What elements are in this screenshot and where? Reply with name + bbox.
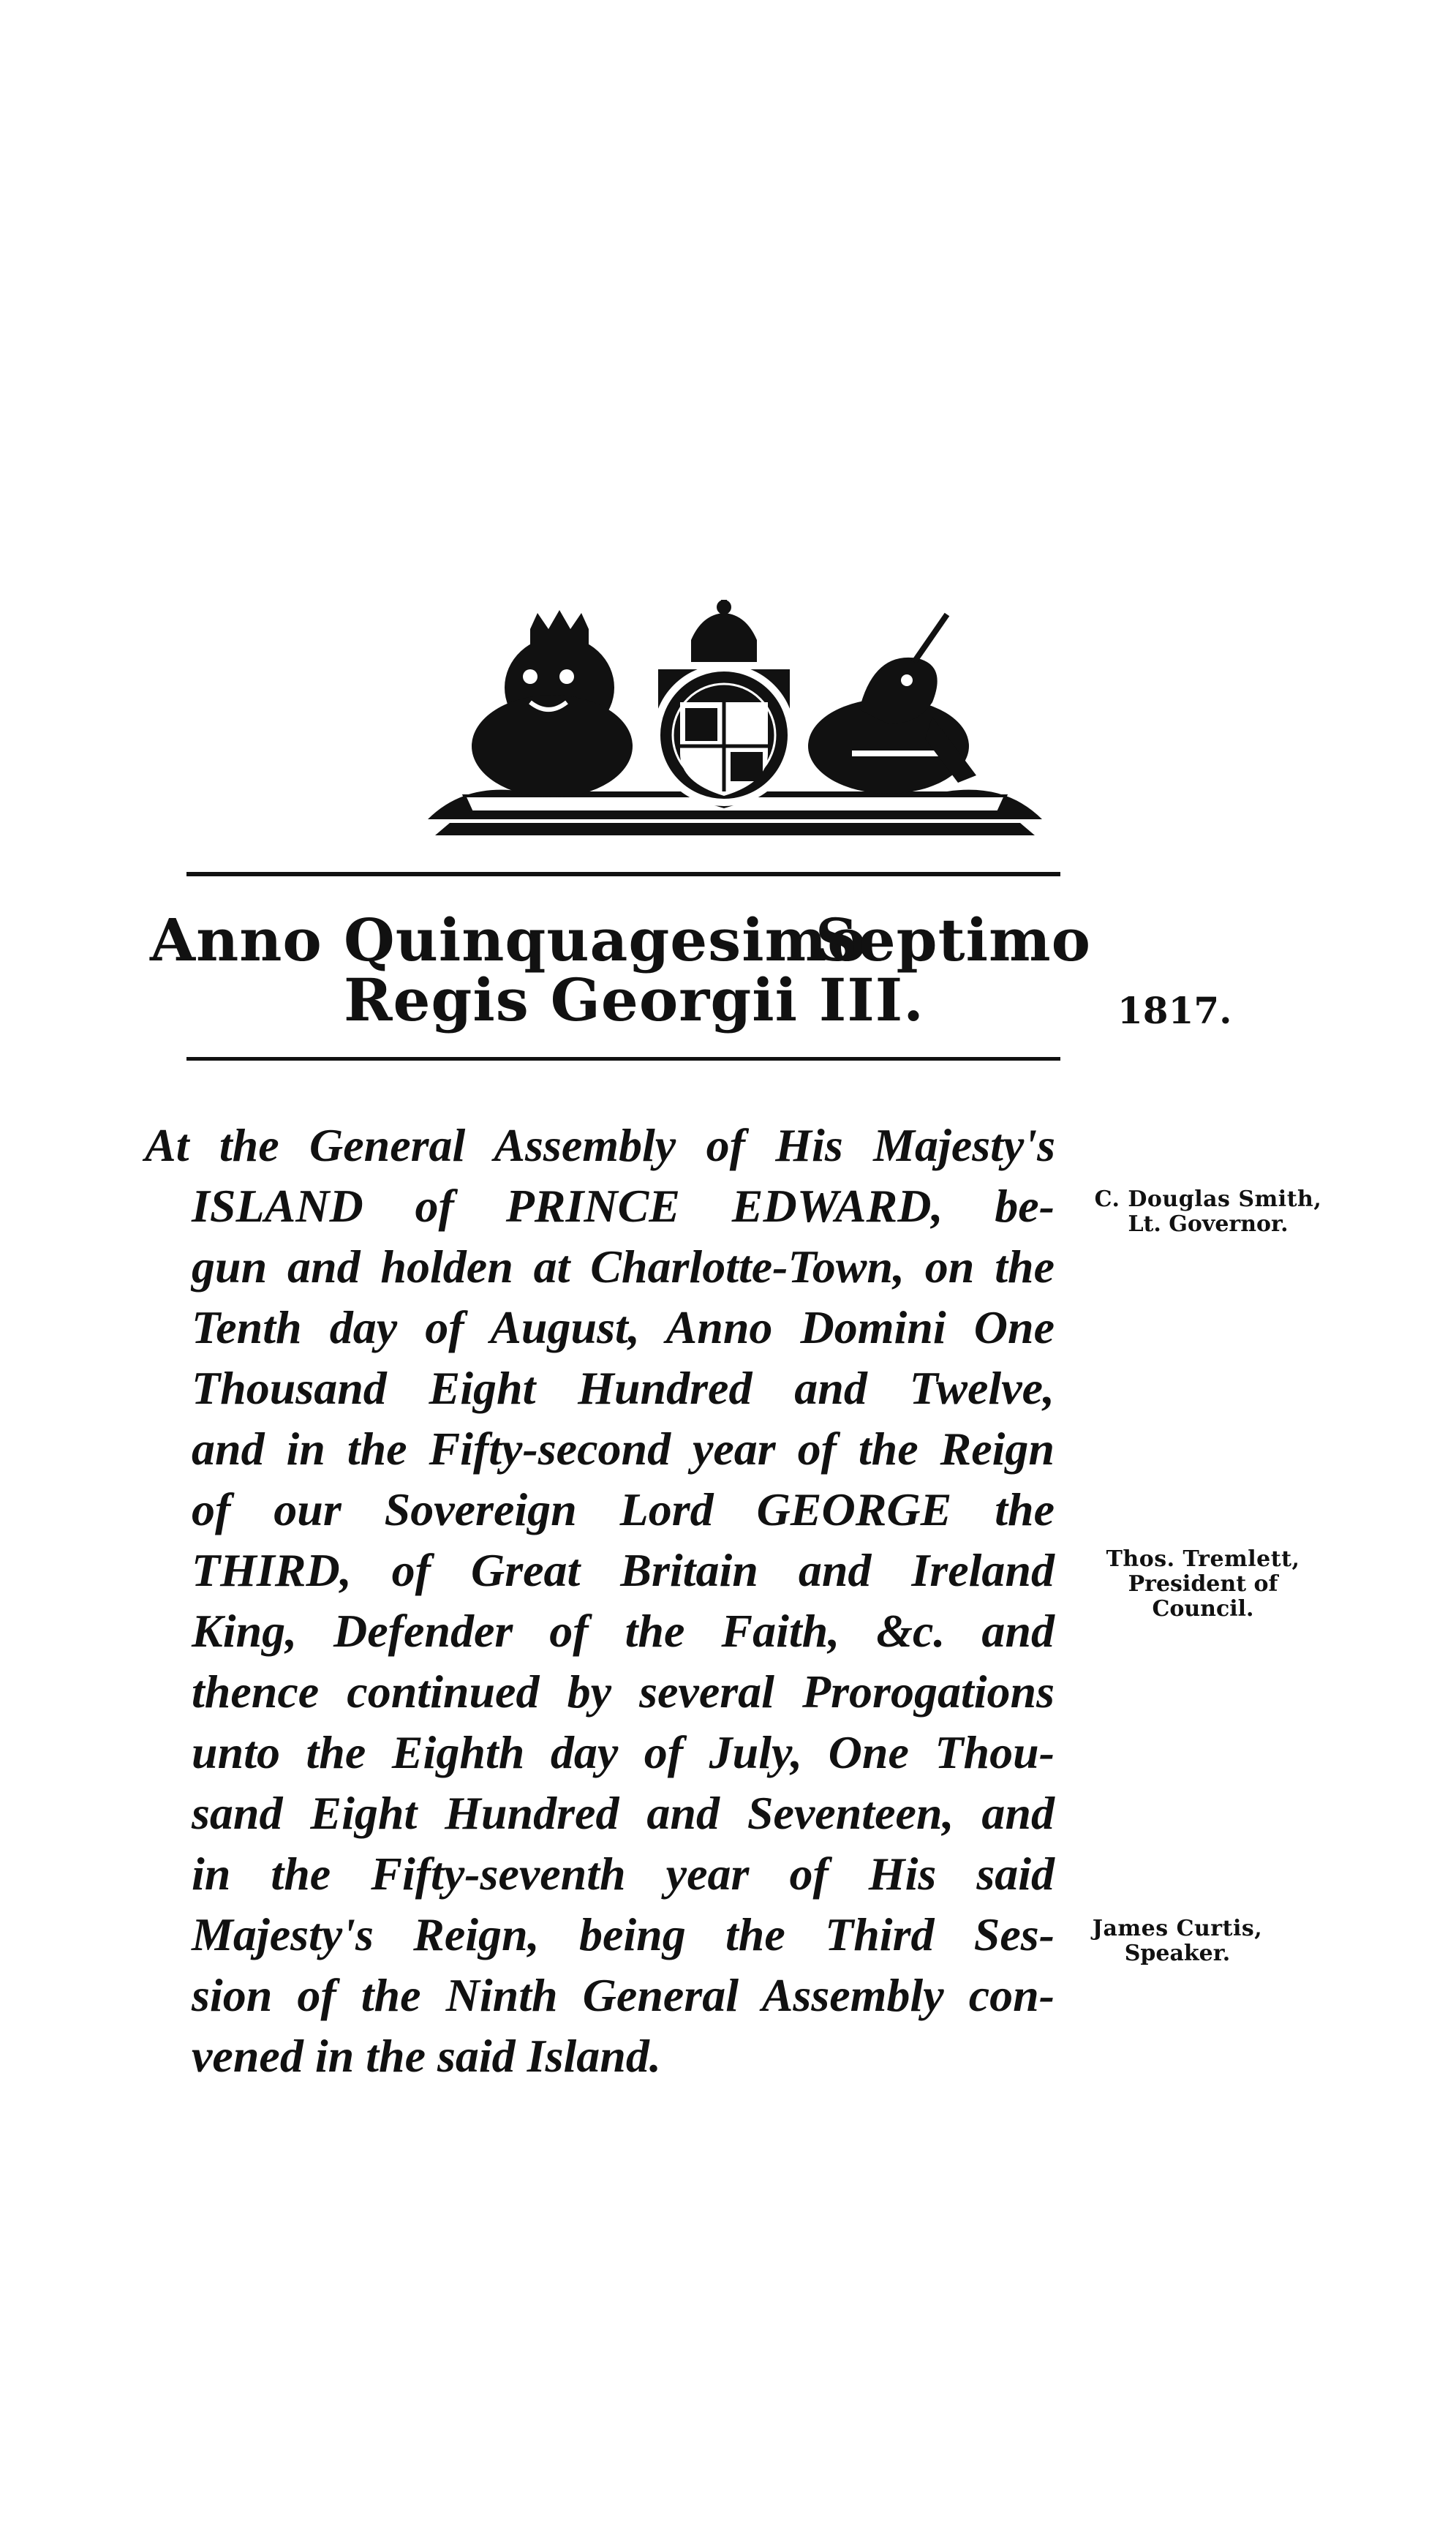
body-line: sand Eight Hundred and Seventeen, and [192,1787,1055,1839]
title-word-anno: Anno [150,906,322,974]
body-line: unto the Eighth day of July, One Thou- [192,1726,1055,1778]
body-line: THIRD, of Great Britain and Ireland [192,1544,1055,1596]
year-label: 1817. [1117,989,1232,1032]
body-line: vened in the said Island. [192,2030,661,2082]
bottom-rule [186,1057,1060,1061]
margin-note-speaker [1075,1916,1280,1966]
margin-note-president [1079,1547,1327,1622]
margin-note-title: Speaker. [1124,1941,1231,1966]
title-line-2: Regis Georgii III. [344,966,925,1034]
royal-coat-of-arms-icon [420,600,1049,841]
margin-note-governor [1069,1187,1347,1237]
body-line: ISLAND of PRINCE EDWARD, be- [192,1180,1055,1232]
margin-note-name: James Curtis, [1092,1916,1263,1941]
body-line: in the Fifty-seventh year of His said [192,1848,1055,1900]
title-word-septimo: Septimo [815,906,1091,974]
body-line: King, Defender of the Faith, &c. and [192,1605,1055,1657]
body-line: At the General Assembly of His Majesty's [145,1119,1055,1171]
title-word-quinquagesimo: Quinquagesimo [344,906,867,974]
top-rule [186,872,1060,876]
body-line: Majesty's Reign, being the Third Ses- [192,1908,1055,1960]
body-line: Tenth day of August, Anno Domini One [192,1301,1055,1353]
margin-note-title: Lt. Governor. [1128,1211,1289,1237]
margin-note-name: C. Douglas Smith, [1094,1186,1322,1212]
body-line: Thousand Eight Hundred and Twelve, [192,1362,1055,1414]
body-line: thence continued by several Prorogations [192,1666,1055,1718]
body-line: sion of the Ninth General Assembly con- [192,1969,1055,2021]
body-line: of our Sovereign Lord GEORGE the [192,1483,1055,1535]
body-line: and in the Fifty-second year of the Reign [192,1423,1055,1475]
margin-note-name: Thos. Tremlett, [1106,1546,1300,1572]
body-line: gun and holden at Charlotte-Town, on the [192,1241,1055,1293]
margin-note-title: President of Council. [1128,1571,1278,1622]
